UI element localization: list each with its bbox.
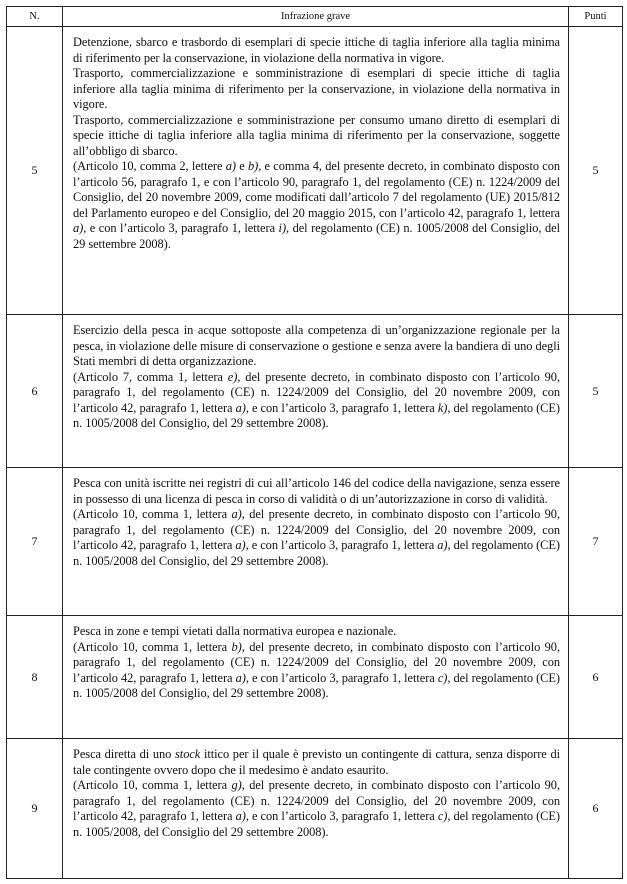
italic-text: a) (235, 809, 246, 823)
text-run: e (235, 159, 248, 173)
italic-text: b) (247, 159, 259, 173)
text-run: , e con l’articolo 3, paragrafo 1, lettera (83, 221, 279, 235)
italic-text: c) (437, 670, 448, 685)
italic-text: i) (278, 221, 287, 235)
text-run: (Articolo 10, comma 1, lettera (73, 639, 232, 654)
text-run: , del regolamento (CE) n. 1005/2008 del Consiglio, del 29 settembre 2008). (73, 400, 560, 430)
row-points: 5 (569, 27, 623, 315)
row-number: 5 (7, 27, 63, 315)
text-run: , del regolamento (CE) n. 1005/2008, del Consiglio del 29 settembre 2008). (73, 809, 560, 839)
text-run: (Articolo 10, comma 1, lettera (73, 778, 232, 792)
italic-text: a) (235, 670, 246, 685)
row-points: 5 (569, 315, 623, 468)
text-run: , del presente decreto, in combinato disposto con l’articolo 90, paragrafo 1, del regolamento (CE) n. 1224/2009 del Consiglio, del 20 novembre 2009, con l’articolo 42, paragrafo 1, lettera (73, 639, 561, 685)
infraction-description (63, 739, 569, 879)
row-number: 6 (7, 315, 63, 468)
row-points: 7 (569, 468, 623, 616)
description-paragraph (73, 624, 560, 640)
description-paragraph (73, 476, 560, 507)
document-page (6, 6, 623, 879)
italic-text: e) (227, 369, 238, 384)
description-paragraph (73, 35, 560, 66)
italic-text: b) (231, 639, 242, 654)
text-run: Pesca con unità iscritte nei registri di cui all’articolo 146 del codice della navigazione, senza essere in possesso di una licenza di pesca in corso di validità o di un’autorizzazione in corso di validità. (73, 476, 560, 506)
infraction-description (63, 468, 569, 616)
italic-text: a) (73, 221, 84, 235)
text-run: (Articolo 10, comma 1, lettera (73, 507, 232, 521)
header-points: Punti (569, 7, 623, 27)
text-run: Detenzione, sbarco e trasbordo di esemplari di specie ittiche di taglia inferiore alla taglia minima di riferimento per la conservazione, in violazione della normativa in vigore. (73, 35, 560, 65)
description-paragraph (73, 778, 560, 840)
text-run: , e con l’articolo 3, paragrafo 1, lettera (245, 538, 438, 552)
text-run: , del presente decreto, in combinato disposto con l’articolo 90, paragrafo 1, del regolamento (CE) n. 1224/2009 del Consiglio, del 20 novembre 2009, con l’articolo 42, paragrafo 1, lettera (73, 369, 560, 415)
italic-text: a) (437, 538, 448, 552)
table-row (7, 315, 623, 468)
description-paragraph (73, 747, 560, 778)
text-run: , e con l’articolo 3, paragrafo 1, lettera (245, 809, 438, 823)
row-number: 9 (7, 739, 63, 879)
infraction-description (63, 27, 569, 315)
text-run: , del regolamento (CE) n. 1005/2008 del Consiglio, del 29 settembre 2008). (73, 538, 560, 568)
text-run: , del presente decreto, in combinato disposto con l’articolo 90, paragrafo 1, del regolamento (CE) n. 1224/2009 del Consiglio, del 20 novembre 2009, con l’articolo 42, paragrafo 1, lettera (73, 778, 561, 823)
italic-text: k) (437, 400, 448, 415)
text-run: (Articolo 7, comma 1, lettera (73, 369, 228, 384)
text-run: (Articolo 10, comma 2, lettere (73, 159, 226, 173)
italic-text: g) (231, 778, 242, 792)
text-run: Trasporto, commercializzazione e somministrazione per consumo umano diretto di esemplari di specie ittiche di taglia inferiore alla taglia minima di riferimento per la conservazione, soggette all’obbligo di sbarco. (73, 112, 560, 158)
description-paragraph (73, 640, 560, 702)
table-row (7, 468, 623, 616)
text-run: , del regolamento (CE) n. 1005/2008 del Consiglio, del 29 settembre 2008). (73, 221, 560, 251)
text-run: Pesca in zone e tempi vietati dalla normativa europea e nazionale. (73, 624, 397, 638)
table-row (7, 739, 623, 879)
italic-text: stock (175, 747, 201, 761)
description-paragraph (73, 507, 560, 569)
text-run: , del regolamento (CE) n. 1005/2008 del Consiglio, del 29 settembre 2008). (73, 670, 560, 700)
text-run: Trasporto, commercializzazione e somministrazione di esemplari di specie ittiche di taglia inferiore alla taglia minima di riferimento per la conservazione, in violazione della normativa in vigore. (73, 66, 560, 111)
row-number: 8 (7, 616, 63, 739)
italic-text: a) (231, 507, 242, 521)
table-body (7, 27, 623, 879)
infraction-description (63, 616, 569, 739)
infractions-table (6, 6, 623, 879)
infraction-description (63, 315, 569, 468)
row-points: 6 (569, 739, 623, 879)
description-paragraph (73, 113, 560, 160)
text-run: Pesca diretta di uno (73, 747, 176, 761)
text-run: , del presente decreto, in combinato disposto con l’articolo 90, paragrafo 1, del regolamento (CE) n. 1224/2009 del Consiglio, del 20 novembre 2009, con l’articolo 42, paragrafo 1, lettera (73, 507, 561, 552)
table-row (7, 27, 623, 315)
italic-text: c) (437, 809, 448, 823)
italic-text: a) (235, 538, 246, 552)
row-points: 6 (569, 616, 623, 739)
text-run: Esercizio della pesca in acque sottoposte alla competenza di un’organizzazione regionale per la pesca, in violazione delle misure di conservazione o gestione e senza avere la bandiera di uno degli Stati membri di detta organizzazione. (73, 323, 560, 368)
table-row (7, 616, 623, 739)
description-paragraph (73, 159, 560, 252)
text-run: , e con l’articolo 3, paragrafo 1, lettera (245, 670, 438, 685)
row-number: 7 (7, 468, 63, 616)
text-run: ittico per il quale è previsto un contingente di cattura, senza disporre di tale contingente ovvero dopo che il medesimo è andato esaurito. (73, 747, 560, 777)
description-paragraph (73, 323, 560, 370)
header-number: N. (7, 7, 63, 27)
italic-text: a) (235, 400, 246, 415)
header-infraction: Infrazione grave (63, 7, 569, 27)
italic-text: a) (225, 159, 236, 173)
text-run: , e con l’articolo 3, paragrafo 1, lettera (245, 400, 438, 415)
text-run: , e comma 4, del presente decreto, in combinato disposto con l’articolo 56, paragrafo 1, e con l’articolo 90, paragrafo 1, del regolamento (CE) n. 1224/2009 del Consiglio, del 20 novembre 2009, come modificati dall’articolo 7 del regolamento (UE) 2015/812 del Parlamento europeo e del Consiglio, del 20 maggio 2015, con l’articolo 42, paragrafo 1, lettera (73, 159, 561, 220)
description-paragraph (73, 370, 560, 432)
description-paragraph (73, 66, 560, 113)
table-header-row (7, 7, 623, 27)
